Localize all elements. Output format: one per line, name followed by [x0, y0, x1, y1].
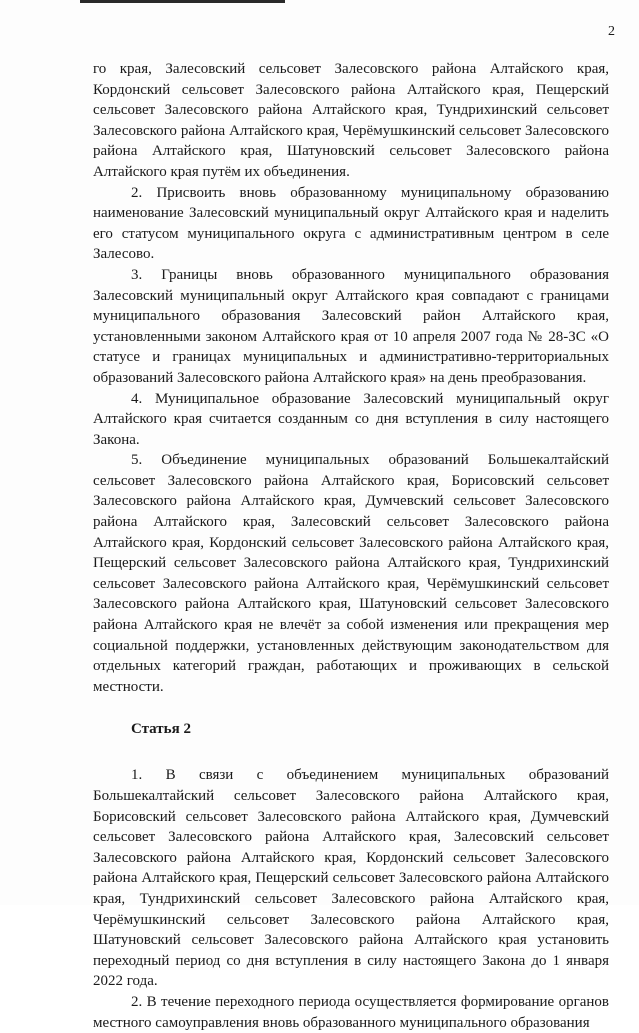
paragraph-item-4: 4. Муниципальное образование Залесовский муниципальный округ Алтайского края считается созданным со дня вступления в силу настоящего Закона. — [93, 390, 609, 448]
paragraph-item-3: 3. Границы вновь образованного муниципального образования Залесовский муниципальный округ Алтайского края совпадают с границами муниципального образования Залесовский район Алтайского края, установленными законом Алтайского края от 10 апреля 2007 года № 28-ЗС «О статусе и границах муниципальных и административно-территориальных образований Залесовского района Алтайского края» на день преобразования. — [93, 266, 609, 386]
paragraph-article2-item-2: 2. В течение переходного периода осуществляется формирование органов местного самоуправления вновь образованного муниципального образования — [93, 993, 609, 1031]
paragraph-article2-item-1: 1. В связи с объединением муниципальных образований Большекалтайский сельсовет Залесовского района Алтайского края, Борисовский сельсовет Залесовского района Алтайского края, Думчевский сельсовет Залесовского района Алтайского края, Залесовский сельсовет Залесовского района Алтайского края, Кордонский сельсовет Залесовского района Алтайского края, Пещерский сельсовет Залесовского района Алтайского края, Тундрихинский сельсовет Залесовского района Алтайского края, Черёмушкинский сельсовет Залесовского района Алтайского края, Шатуновский сельсовет Залесовского района Алтайского края установить переходный период со дня вступления в силу настоящего Закона до 1 января 2022 года. — [93, 767, 609, 990]
page-number: 2 — [608, 24, 615, 39]
paragraph-item-5: 5. Объединение муниципальных образований Большекалтайский сельсовет Залесовского района Алтайского края, Борисовский сельсовет Залесовского района Алтайского края, Думчевский сельсовет Залесовского района Алтайского края, Залесовский сельсовет Залесовского района Алтайского края, Кордонский сельсовет Залесовского района Алтайского края, Пещерский сельсовет Залесовского района Алтайского края, Тундрихинский сельсовет Залесовского района Алтайского края, Черёмушкинский сельсовет Залесовского района Алтайского края, Шатуновский сельсовет Залесовского района Алтайского края не влечёт за собой изменения или прекращения мер социальной поддержки, установленных действующим законодательством для отдельных категорий граждан, работающих и проживающих в сельской местности. — [93, 452, 609, 695]
scan-edge-mark — [80, 0, 285, 3]
paragraph-continuation: го края, Залесовский сельсовет Залесовского района Алтайского края, Кордонский сельсовет Залесовского района Алтайского края, Пещерский сельсовет Залесовского района Алтайского края, Тундрихинский сельсовет Залесовского района Алтайского края, Черёмушкинский сельсовет Залесовского района Алтайского края, Шатуновский сельсовет Залесовского района Алтайского края путём их объединения. — [93, 61, 609, 180]
article-heading: Статья 2 — [131, 721, 191, 738]
document-body — [93, 59, 609, 1033]
paragraph-item-2: 2. Присвоить вновь образованному муниципальному образованию наименование Залесовский муниципальный округ Алтайского края и наделить его статусом муниципального округа с административным центром в селе Залесово. — [93, 184, 609, 263]
